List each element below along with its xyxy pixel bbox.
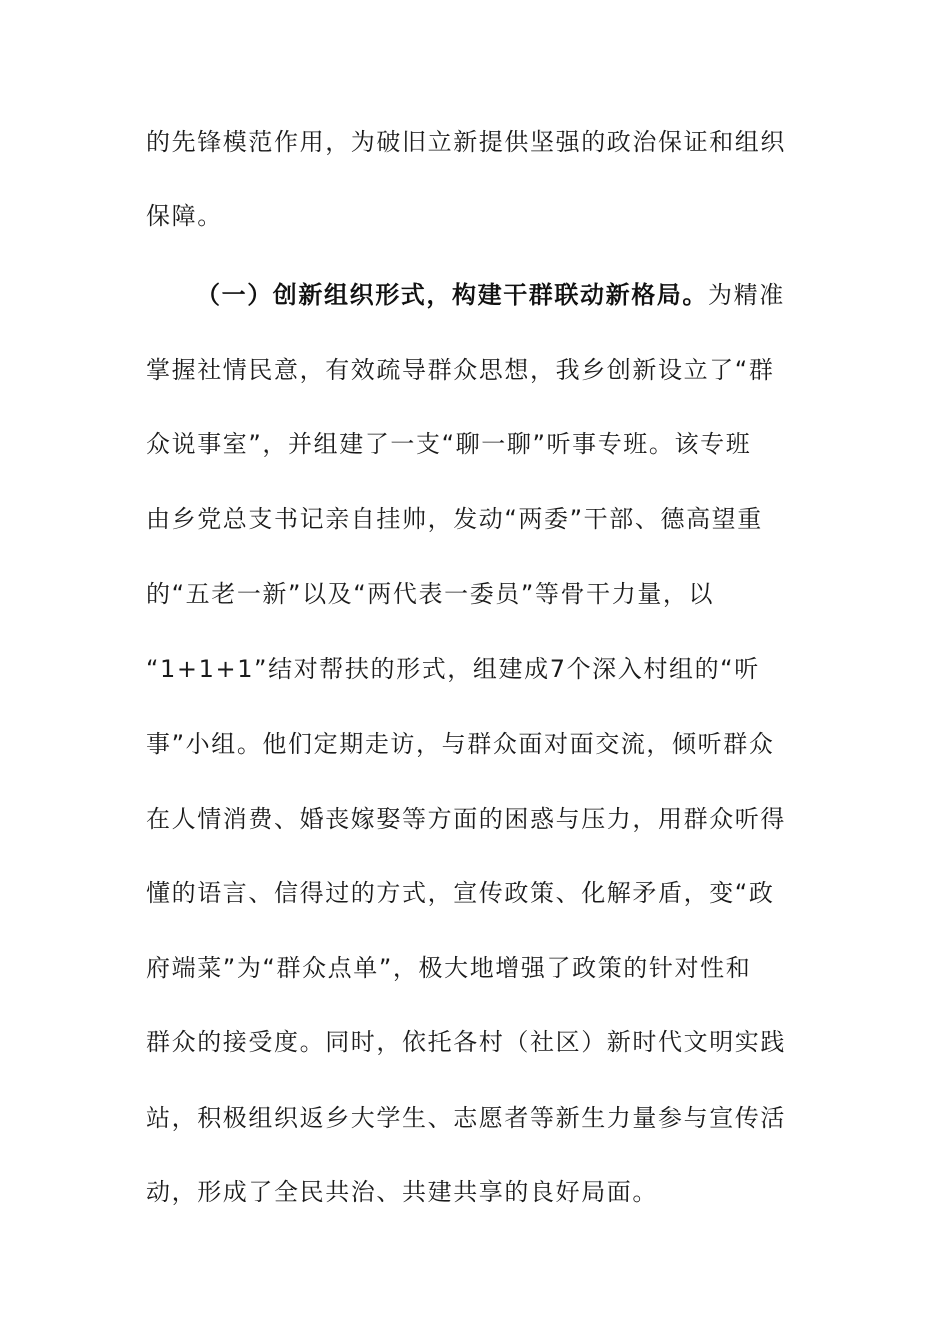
paragraph-line: 群众的接受度。同时，依托各村（社区）新时代文明实践 bbox=[146, 1028, 786, 1056]
section-heading-line bbox=[196, 275, 836, 315]
section-heading: （一）创新组织形式，构建干群联动新格局。 bbox=[196, 281, 708, 309]
paragraph-line: 众说事室”，并组建了一支“聊一聊”听事专班。该专班 bbox=[146, 430, 752, 458]
paragraph-line: “1+1+1”结对帮扶的形式，组建成7个深入村组的“听 bbox=[146, 655, 760, 683]
paragraph-line: 在人情消费、婚丧嫁娶等方面的困惑与压力，用群众听得 bbox=[146, 805, 786, 833]
paragraph-line: 由乡党总支书记亲自挂帅，发动“两委”干部、德高望重 bbox=[146, 505, 763, 533]
paragraph-line: 的“五老一新”以及“两代表一委员”等骨干力量，以 bbox=[146, 580, 715, 608]
paragraph-line: 掌握社情民意，有效疏导群众思想，我乡创新设立了“群 bbox=[146, 356, 775, 384]
paragraph-line: 站，积极组织返乡大学生、志愿者等新生力量参与宣传活 bbox=[146, 1104, 786, 1132]
paragraph-line: 府端菜”为“群众点单”，极大地增强了政策的针对性和 bbox=[146, 954, 752, 982]
paragraph-line: 的先锋模范作用，为破旧立新提供坚强的政治保证和组织 bbox=[146, 128, 786, 156]
paragraph-line: 动，形成了全民共治、共建共享的良好局面。 bbox=[146, 1178, 658, 1206]
paragraph-line: 事”小组。他们定期走访，与群众面对面交流，倾听群众 bbox=[146, 730, 775, 758]
paragraph-line: 懂的语言、信得过的方式，宣传政策、化解矛盾，变“政 bbox=[146, 879, 775, 907]
section-heading-continuation: 为精准 bbox=[708, 281, 785, 309]
paragraph-line: 保障。 bbox=[146, 202, 223, 230]
